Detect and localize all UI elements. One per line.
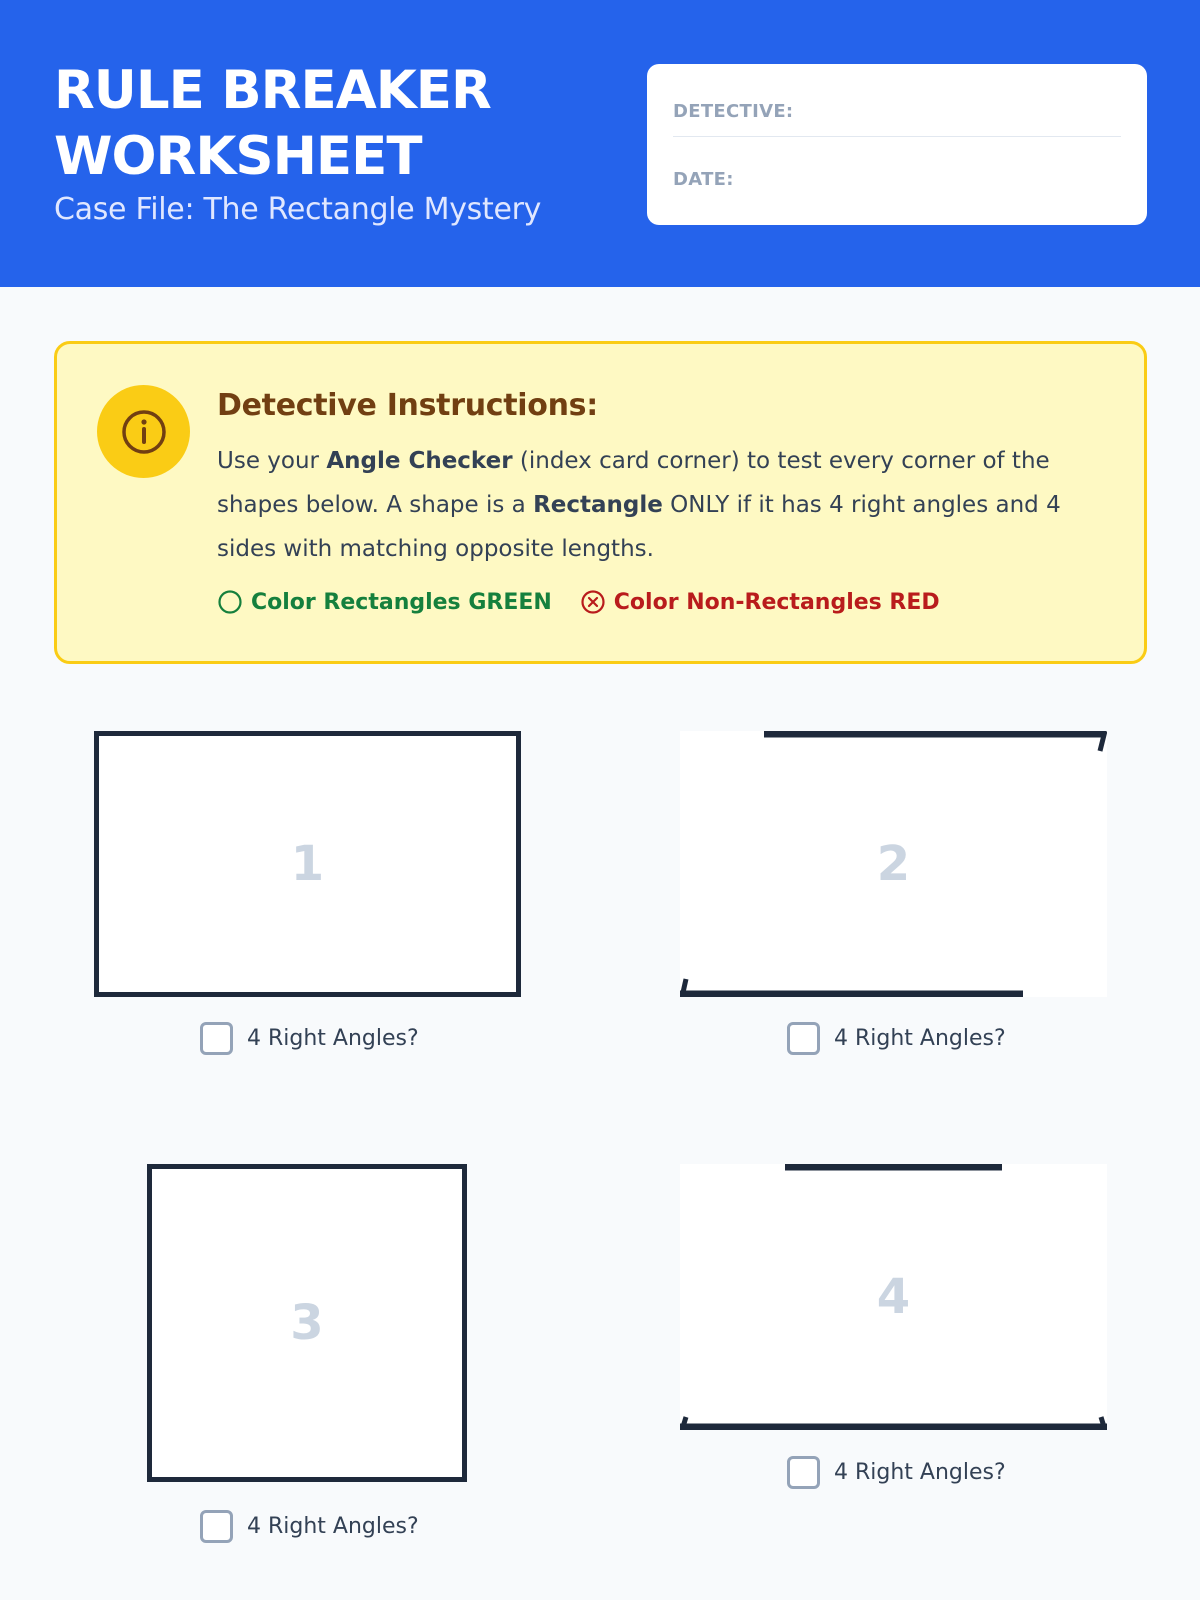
instructions-text: Use your Angle Checker (index card corner) to test every corner of the shapes below. A shape is a Rectangle ONLY if it has 4 right angles and 4 sides with matching opposite lengths. [217, 448, 1061, 562]
legend-green-label: Color Rectangles GREEN [251, 589, 552, 615]
shape-4[interactable] [680, 1164, 1107, 1430]
shape-1[interactable] [94, 731, 521, 997]
legend-red-label: Color Non-Rectangles RED [613, 589, 940, 615]
legend-green [217, 589, 552, 615]
checkbox[interactable] [200, 1510, 233, 1543]
right-angles-check-4[interactable] [787, 1456, 1006, 1489]
shape-number: 3 [290, 1295, 324, 1351]
worksheet-title: RULE BREAKER WORKSHEET [54, 60, 491, 187]
detective-field[interactable]: DETECTIVE: [673, 101, 1121, 137]
angle-checker-term: Angle Checker [326, 448, 513, 474]
shape-2[interactable] [680, 731, 1107, 997]
checkbox[interactable] [787, 1456, 820, 1489]
shape-number: 4 [876, 1269, 911, 1325]
instructions-box [54, 341, 1147, 664]
right-angles-check-1[interactable] [200, 1022, 419, 1055]
shape-number: 1 [290, 836, 325, 892]
shape-number: 2 [876, 836, 911, 892]
checkbox-label: 4 Right Angles? [834, 1026, 1006, 1051]
right-angles-check-3[interactable] [200, 1510, 419, 1543]
circle-icon [217, 589, 243, 615]
x-circle-icon [580, 589, 606, 615]
info-icon [97, 385, 190, 478]
rectangle-term: Rectangle [533, 492, 663, 518]
detective-info-card [647, 64, 1147, 225]
checkbox-label: 4 Right Angles? [247, 1514, 419, 1539]
checkbox-label: 4 Right Angles? [247, 1026, 419, 1051]
header-banner [0, 0, 1200, 287]
legend-red [580, 589, 940, 615]
checkbox-label: 4 Right Angles? [834, 1460, 1006, 1485]
checkbox[interactable] [200, 1022, 233, 1055]
date-field[interactable]: DATE: [673, 169, 734, 190]
right-angles-check-2[interactable] [787, 1022, 1006, 1055]
color-legend [217, 589, 968, 615]
case-file-subtitle: Case File: The Rectangle Mystery [54, 192, 542, 227]
shape-3[interactable] [147, 1164, 467, 1482]
instructions-title: Detective Instructions: [217, 388, 598, 423]
checkbox[interactable] [787, 1022, 820, 1055]
